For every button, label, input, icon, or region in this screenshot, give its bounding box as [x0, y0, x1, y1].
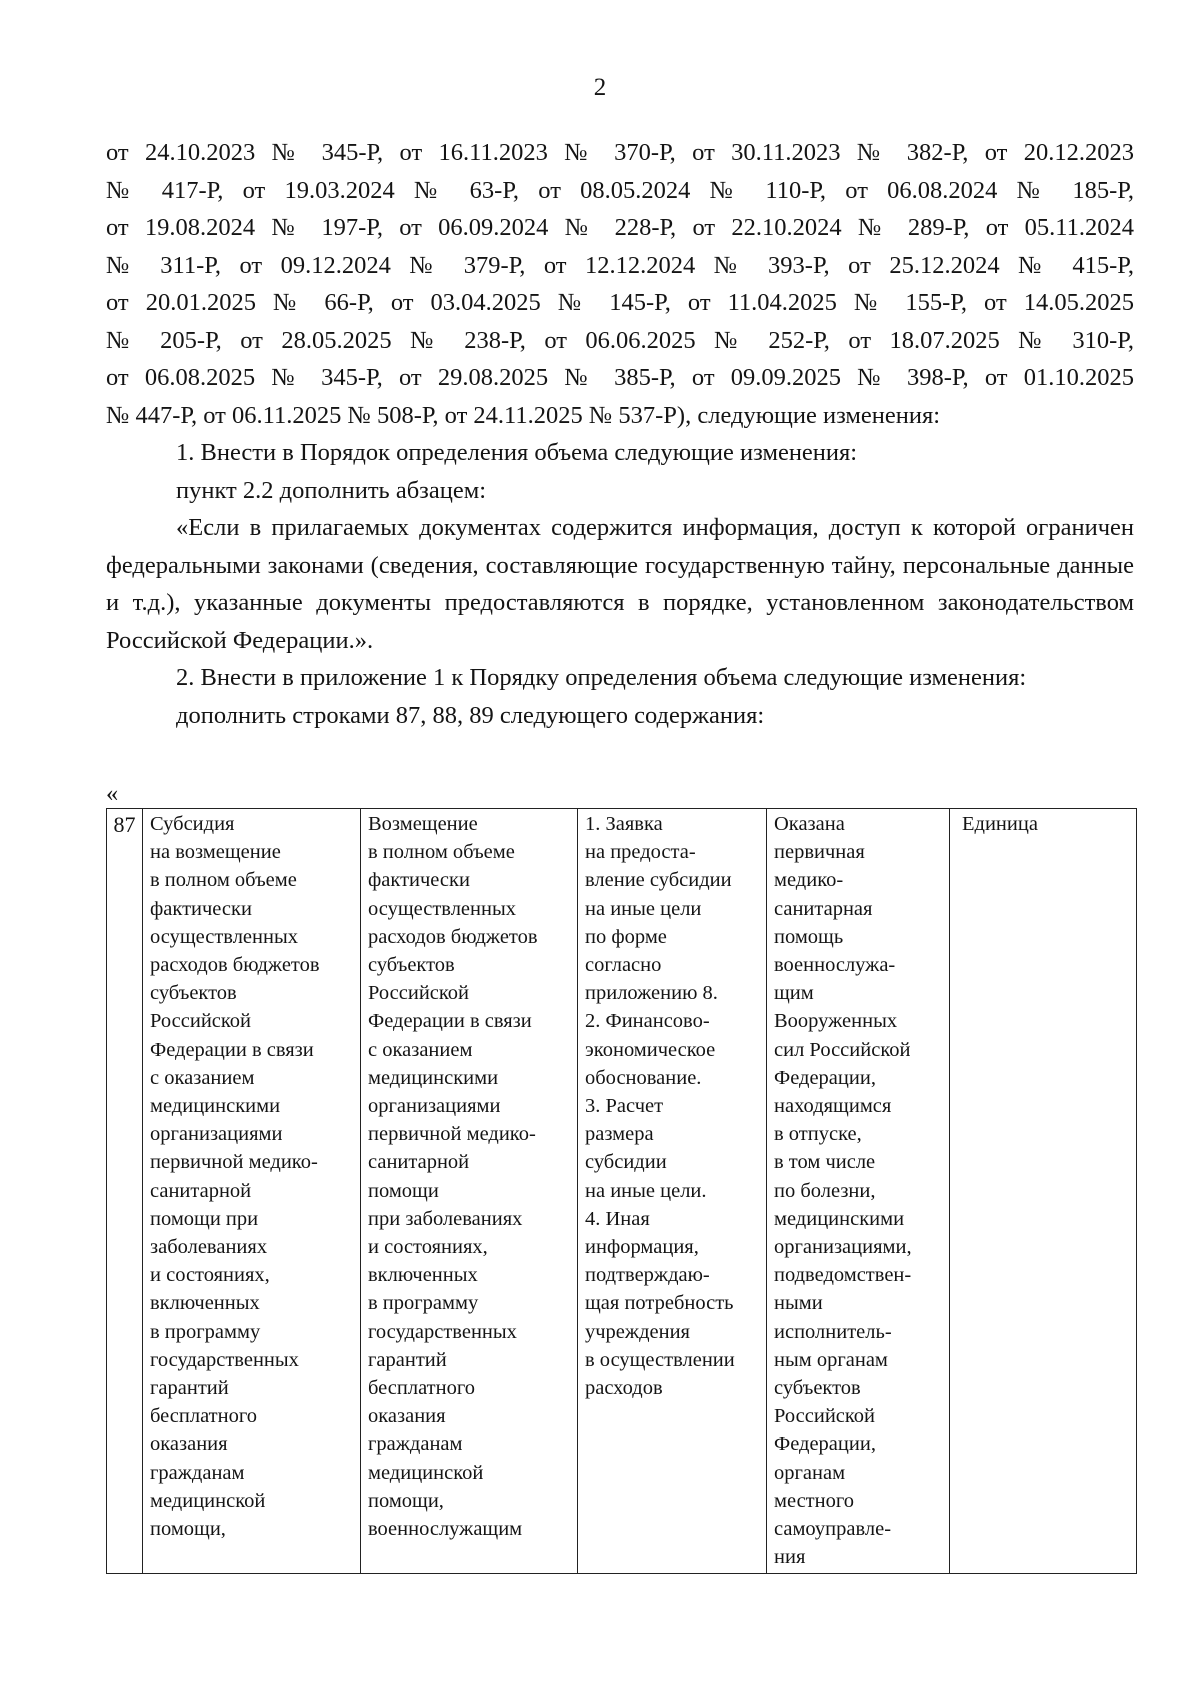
- page-number: 2: [593, 74, 607, 101]
- amendments-line-5: от 20.01.2025 № 66-Р, от 03.04.2025 № 145-Р, от 11.04.2025 № 155-Р, от 14.05.2025: [106, 289, 1134, 316]
- unit-cell: [950, 809, 1137, 1574]
- result-text: Оказана первичная медико- санитарная помощь военнослужа- щим Вооруженных сил Российской Федерации, находящимся в отпуске, в том числе по болезни, медицинскими организациями, подведомствен- ными исполнитель- ным органам субъектов Российской Федерации, органам местного самоуправле- ния: [774, 813, 912, 1569]
- amendments-line-6: № 205-Р, от 28.05.2025 № 238-Р, от 06.06.2025 № 252-Р, от 18.07.2025 № 310-Р,: [106, 326, 1134, 354]
- item-1-sub: пункт 2.2 дополнить абзацем:: [176, 476, 487, 504]
- document-body: [106, 134, 1134, 734]
- subsidy-purpose-text: Возмещение в полном объеме фактически осуществленных расходов бюджетов субъектов Российской Федерации в связи с оказанием медицинскими организациями первичной медико- санитарной помощи при заболеваниях и состояниях, включенных в программу государственных гарантий бесплатного оказания гражданам медицинской помощи, военнослужащим: [368, 813, 538, 1541]
- amendments-line-4: № 311-Р, от 09.12.2024 № 379-Р, от 12.12.2024 № 393-Р, от 25.12.2024 № 415-Р,: [106, 251, 1134, 279]
- amendments-line-1: от 24.10.2023 № 345-Р, от 16.11.2023 № 370-Р, от 30.11.2023 № 382-Р, от 20.12.2023: [106, 139, 1134, 166]
- required-documents-cell: [578, 809, 767, 1574]
- amendments-line-7: от 06.08.2025 № 345-Р, от 29.08.2025 № 385-Р, от 09.09.2025 № 398-Р, от 01.10.2025: [106, 364, 1134, 391]
- amendments-line-3: от 19.08.2024 № 197-Р, от 06.09.2024 № 228-Р, от 22.10.2024 № 289-Р, от 05.11.2024: [106, 214, 1134, 241]
- unit-text: Единица: [962, 813, 1038, 835]
- item-2-sub: дополнить строками 87, 88, 89 следующего содержания:: [176, 701, 765, 729]
- required-documents-text: 1. Заявка на предоста- вление субсидии на иные цели по форме согласно приложению 8. 2. Финансово- экономическое обоснование. 3. Расчет размера субсидии на иные цели. 4. Иная информация, подтверждаю- щая потребность учреждения в осуществлении расходов: [585, 813, 735, 1400]
- amendments-line-2: № 417-Р, от 19.03.2024 № 63-Р, от 08.05.2024 № 110-Р, от 06.08.2024 № 185-Р,: [106, 176, 1134, 204]
- subsidy-purpose-cell: [361, 809, 578, 1574]
- subsidy-name-cell: [143, 809, 361, 1574]
- row-number-cell: 87: [107, 809, 143, 1574]
- item-1: 1. Внести в Порядок определения объема следующие изменения:: [176, 439, 858, 466]
- opening-quote-mark: «: [106, 780, 119, 807]
- table-row: [107, 809, 1137, 1574]
- amendment-table: [106, 808, 1137, 1574]
- result-cell: [767, 809, 950, 1574]
- quoted-paragraph: «Если в прилагаемых документах содержится информация, доступ к которой ограничен федеральными законами (сведения, составляющие государственную тайну, персональные данные и т.д.), указанные документы предоставляются в порядке, установленном законодательством Российской Федерации.».: [106, 514, 1134, 654]
- subsidy-name-text: Субсидия на возмещение в полном объеме фактически осуществленных расходов бюджетов субъектов Российской Федерации в связи с оказанием медицинскими организациями первичной медико- санитарной помощи при заболеваниях и состояниях, включенных в программу государственных гарантий бесплатного оказания гражданам медицинской помощи,: [150, 813, 320, 1541]
- amendments-line-8: № 447-Р, от 06.11.2025 № 508-Р, от 24.11.2025 № 537-Р), следующие изменения:: [106, 401, 941, 429]
- item-2: 2. Внести в приложение 1 к Порядку определения объема следующие изменения:: [176, 664, 1027, 691]
